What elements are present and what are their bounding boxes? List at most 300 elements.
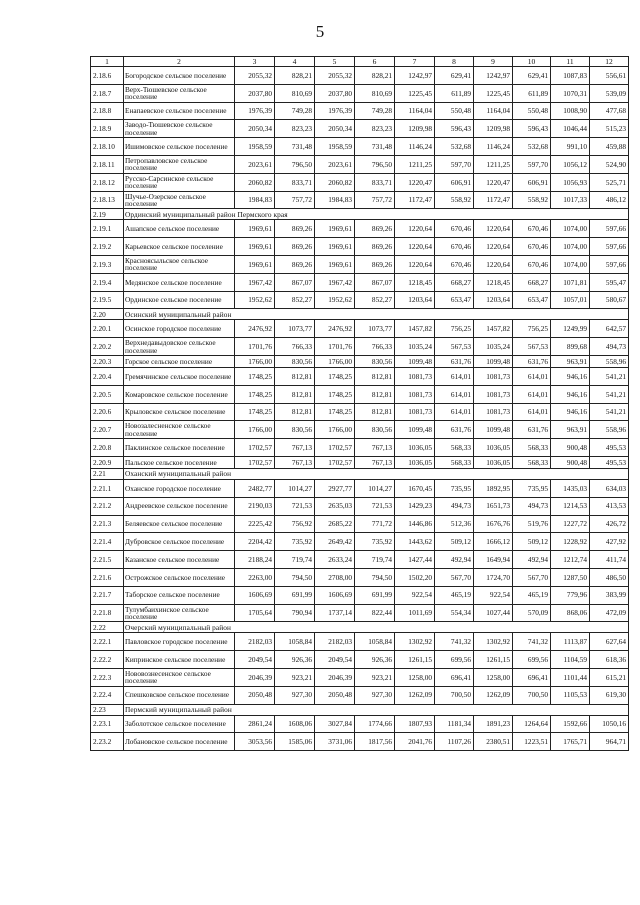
settlement-name: Гремячинское сельское поселение: [124, 367, 235, 385]
value-cell: 1302,92: [474, 633, 513, 651]
value-cell: 1702,57: [235, 456, 275, 468]
value-cell: 3027,84: [315, 715, 355, 733]
value-cell: 567,53: [513, 338, 551, 356]
settlement-name: Верх-Тюшевское сельское поселение: [124, 84, 235, 102]
value-cell: 1666,12: [474, 533, 513, 551]
value-cell: 1701,76: [315, 338, 355, 356]
value-cell: 1984,83: [235, 191, 275, 209]
value-cell: 771,72: [355, 515, 395, 533]
value-cell: 2482,77: [235, 479, 275, 497]
value-cell: 1952,62: [235, 291, 275, 309]
table-row: [91, 421, 629, 439]
settlement-name: Лобановское сельское поселение: [124, 733, 235, 751]
value-cell: 833,71: [355, 173, 395, 191]
row-code: 2.20.5: [91, 385, 124, 403]
tariff-table: [90, 56, 629, 751]
table-row: [91, 367, 629, 385]
value-cell: 486,12: [590, 191, 629, 209]
value-cell: 756,25: [435, 320, 474, 338]
row-code: 2.20.8: [91, 439, 124, 457]
row-code: 2.19.1: [91, 220, 124, 238]
value-cell: 1435,03: [551, 479, 590, 497]
value-cell: 700,50: [435, 686, 474, 704]
value-cell: 2190,03: [235, 497, 275, 515]
settlement-name: Кипринское сельское поселение: [124, 651, 235, 669]
settlement-name: Таборское сельское поселение: [124, 586, 235, 604]
value-cell: 1969,61: [315, 255, 355, 273]
value-cell: 1104,59: [551, 651, 590, 669]
value-cell: 614,01: [435, 385, 474, 403]
table-row: [91, 220, 629, 238]
value-cell: 735,92: [275, 533, 315, 551]
value-cell: 3053,56: [235, 733, 275, 751]
value-cell: 796,50: [355, 155, 395, 173]
value-cell: 1036,05: [395, 439, 435, 457]
value-cell: 1457,82: [474, 320, 513, 338]
value-cell: 1608,06: [275, 715, 315, 733]
row-code: 2.20.7: [91, 421, 124, 439]
value-cell: 1585,06: [275, 733, 315, 751]
header-cell: 4: [275, 57, 315, 67]
settlement-name: Беляевское сельское поселение: [124, 515, 235, 533]
table-row: [91, 273, 629, 291]
value-cell: 1952,62: [315, 291, 355, 309]
value-cell: 691,99: [275, 586, 315, 604]
value-cell: 1258,00: [395, 668, 435, 686]
value-cell: 619,30: [590, 686, 629, 704]
value-cell: 631,76: [435, 421, 474, 439]
value-cell: 1014,27: [355, 479, 395, 497]
value-cell: 963,91: [551, 355, 590, 367]
row-code: 2.22.1: [91, 633, 124, 651]
value-cell: 1737,14: [315, 604, 355, 622]
row-code: 2.19.2: [91, 238, 124, 256]
row-code: 2.21.5: [91, 551, 124, 569]
value-cell: 2861,24: [235, 715, 275, 733]
value-cell: 495,53: [590, 439, 629, 457]
value-cell: 2060,82: [315, 173, 355, 191]
table-row: [91, 355, 629, 367]
value-cell: 1074,00: [551, 255, 590, 273]
value-cell: 1302,92: [395, 633, 435, 651]
row-code: 2.21.2: [91, 497, 124, 515]
value-cell: 1014,27: [275, 479, 315, 497]
table-body: [91, 67, 629, 751]
value-cell: 719,74: [275, 551, 315, 569]
value-cell: 596,43: [513, 120, 551, 138]
row-code: 2.21.1: [91, 479, 124, 497]
header-cell: 6: [355, 57, 395, 67]
value-cell: 1225,45: [474, 84, 513, 102]
value-cell: 494,73: [435, 497, 474, 515]
table-row: [91, 479, 629, 497]
value-cell: 779,96: [551, 586, 590, 604]
value-cell: 541,21: [590, 385, 629, 403]
value-cell: 629,41: [435, 67, 474, 85]
settlement-name: Новозалесненское сельское поселение: [124, 421, 235, 439]
value-cell: 2037,80: [315, 84, 355, 102]
section-row: [91, 309, 629, 320]
value-cell: 812,81: [355, 403, 395, 421]
value-cell: 631,76: [435, 355, 474, 367]
row-code: 2.23.1: [91, 715, 124, 733]
row-code: 2.18.11: [91, 155, 124, 173]
value-cell: 631,76: [513, 421, 551, 439]
row-code: 2.20.6: [91, 403, 124, 421]
value-cell: 1748,25: [235, 367, 275, 385]
value-cell: 1969,61: [235, 255, 275, 273]
section-code: 2.22: [91, 622, 124, 633]
value-cell: 927,30: [355, 686, 395, 704]
settlement-name: Верхнедавыдовское сельское поселение: [124, 338, 235, 356]
row-code: 2.20.3: [91, 355, 124, 367]
value-cell: 426,72: [590, 515, 629, 533]
value-cell: 1220,64: [395, 220, 435, 238]
row-code: 2.20.4: [91, 367, 124, 385]
value-cell: 465,19: [435, 586, 474, 604]
value-cell: 597,70: [513, 155, 551, 173]
value-cell: 2476,92: [315, 320, 355, 338]
value-cell: 2635,03: [315, 497, 355, 515]
table-row: [91, 633, 629, 651]
value-cell: 1050,16: [590, 715, 629, 733]
table-row: [91, 668, 629, 686]
settlement-name: Крыловское сельское поселение: [124, 403, 235, 421]
value-cell: 532,68: [435, 138, 474, 156]
row-code: 2.21.4: [91, 533, 124, 551]
value-cell: 869,26: [275, 255, 315, 273]
header-cell: 5: [315, 57, 355, 67]
value-cell: 812,81: [355, 367, 395, 385]
value-cell: 1702,57: [235, 439, 275, 457]
value-cell: 1058,84: [355, 633, 395, 651]
row-code: 2.23.2: [91, 733, 124, 751]
value-cell: 1969,61: [235, 220, 275, 238]
value-cell: 946,16: [551, 403, 590, 421]
header-cell: 12: [590, 57, 629, 67]
value-cell: 812,81: [275, 403, 315, 421]
value-cell: 541,21: [590, 403, 629, 421]
table-row: [91, 568, 629, 586]
table-row: [91, 715, 629, 733]
section-row: [91, 622, 629, 633]
value-cell: 946,16: [551, 385, 590, 403]
row-code: 2.21.8: [91, 604, 124, 622]
value-cell: 1056,12: [551, 155, 590, 173]
value-cell: 1287,50: [551, 568, 590, 586]
value-cell: 1702,57: [315, 439, 355, 457]
table-row: [91, 320, 629, 338]
value-cell: 2476,92: [235, 320, 275, 338]
value-cell: 3731,06: [315, 733, 355, 751]
value-cell: 568,33: [435, 439, 474, 457]
value-cell: 1249,99: [551, 320, 590, 338]
value-cell: 1081,73: [395, 403, 435, 421]
value-cell: 1969,61: [315, 238, 355, 256]
value-cell: 756,92: [275, 515, 315, 533]
value-cell: 1087,83: [551, 67, 590, 85]
settlement-name: Паклинское сельское поселение: [124, 439, 235, 457]
value-cell: 494,73: [590, 338, 629, 356]
value-cell: 1203,64: [395, 291, 435, 309]
value-cell: 1107,26: [435, 733, 474, 751]
settlement-name: Енапаевское сельское поселение: [124, 102, 235, 120]
value-cell: 653,47: [435, 291, 474, 309]
value-cell: 1967,42: [315, 273, 355, 291]
value-cell: 1214,53: [551, 497, 590, 515]
settlement-name: Ашапское сельское поселение: [124, 220, 235, 238]
value-cell: 568,33: [513, 439, 551, 457]
value-cell: 1071,81: [551, 273, 590, 291]
settlement-name: Красноясыльское сельское поселение: [124, 255, 235, 273]
value-cell: 1502,20: [395, 568, 435, 586]
value-cell: 991,10: [551, 138, 590, 156]
value-cell: 670,46: [435, 238, 474, 256]
value-cell: 1976,39: [315, 102, 355, 120]
value-cell: 1592,66: [551, 715, 590, 733]
value-cell: 1172,47: [474, 191, 513, 209]
value-cell: 606,91: [513, 173, 551, 191]
value-cell: 1262,09: [395, 686, 435, 704]
value-cell: 539,09: [590, 84, 629, 102]
value-cell: 1036,05: [395, 456, 435, 468]
value-cell: 699,56: [513, 651, 551, 669]
value-cell: 1969,61: [235, 238, 275, 256]
value-cell: 1035,24: [474, 338, 513, 356]
settlement-name: Острожское сельское поселение: [124, 568, 235, 586]
value-cell: 670,46: [513, 255, 551, 273]
value-cell: 869,26: [355, 238, 395, 256]
value-cell: 550,48: [513, 102, 551, 120]
value-cell: 615,21: [590, 668, 629, 686]
value-cell: 1649,94: [474, 551, 513, 569]
row-code: 2.22.2: [91, 651, 124, 669]
value-cell: 1073,77: [355, 320, 395, 338]
value-cell: 741,32: [435, 633, 474, 651]
section-title: Пермский муниципальный район: [124, 704, 629, 715]
page-number: 5: [315, 22, 325, 41]
value-cell: 1429,23: [395, 497, 435, 515]
value-cell: 670,46: [435, 220, 474, 238]
value-cell: 2050,34: [235, 120, 275, 138]
value-cell: 2182,03: [235, 633, 275, 651]
table-row: [91, 497, 629, 515]
table-row: [91, 551, 629, 569]
value-cell: 922,54: [395, 586, 435, 604]
value-cell: 1228,92: [551, 533, 590, 551]
value-cell: 477,68: [590, 102, 629, 120]
table-row: [91, 291, 629, 309]
value-cell: 2050,48: [235, 686, 275, 704]
value-cell: 757,72: [275, 191, 315, 209]
row-code: 2.18.8: [91, 102, 124, 120]
value-cell: 614,01: [435, 367, 474, 385]
value-cell: 721,53: [275, 497, 315, 515]
table-row: [91, 102, 629, 120]
value-cell: 525,71: [590, 173, 629, 191]
value-cell: 1227,72: [551, 515, 590, 533]
section-title: Оханский муниципальный район: [124, 468, 629, 479]
value-cell: 1209,98: [395, 120, 435, 138]
value-cell: 567,53: [435, 338, 474, 356]
settlement-name: Горское сельское поселение: [124, 355, 235, 367]
row-code: 2.22.3: [91, 668, 124, 686]
value-cell: 1172,47: [395, 191, 435, 209]
section-title: Ординский муниципальный район Пермского края: [124, 209, 629, 220]
row-code: 2.18.6: [91, 67, 124, 85]
value-cell: 828,21: [275, 67, 315, 85]
value-cell: 699,56: [435, 651, 474, 669]
value-cell: 668,27: [435, 273, 474, 291]
header-cell: 10: [513, 57, 551, 67]
value-cell: 670,46: [513, 238, 551, 256]
value-cell: 2041,76: [395, 733, 435, 751]
value-cell: 459,88: [590, 138, 629, 156]
table-row: [91, 456, 629, 468]
value-cell: 963,91: [551, 421, 590, 439]
value-cell: 629,41: [513, 67, 551, 85]
value-cell: 869,26: [355, 220, 395, 238]
value-cell: 767,13: [355, 439, 395, 457]
value-cell: 427,92: [590, 533, 629, 551]
value-cell: 597,66: [590, 238, 629, 256]
row-code: 2.20.9: [91, 456, 124, 468]
value-cell: 794,50: [275, 568, 315, 586]
header-cell: 3: [235, 57, 275, 67]
header-cell: 2: [124, 57, 235, 67]
value-cell: 558,92: [513, 191, 551, 209]
value-cell: 2649,42: [315, 533, 355, 551]
settlement-name: Шучье-Озерское сельское поселение: [124, 191, 235, 209]
section-row: [91, 468, 629, 479]
value-cell: 614,01: [435, 403, 474, 421]
value-cell: 509,12: [435, 533, 474, 551]
settlement-name: Андреевское сельское поселение: [124, 497, 235, 515]
value-cell: 900,48: [551, 439, 590, 457]
value-cell: 614,01: [513, 385, 551, 403]
value-cell: 2685,22: [315, 515, 355, 533]
value-cell: 567,70: [513, 568, 551, 586]
value-cell: 558,96: [590, 355, 629, 367]
value-cell: 1766,00: [235, 355, 275, 367]
value-cell: 1242,97: [474, 67, 513, 85]
table-row: [91, 155, 629, 173]
value-cell: 719,74: [355, 551, 395, 569]
settlement-name: Петропавловское сельское поселение: [124, 155, 235, 173]
value-cell: 1766,00: [315, 421, 355, 439]
value-cell: 964,71: [590, 733, 629, 751]
value-cell: 597,66: [590, 220, 629, 238]
value-cell: 1892,95: [474, 479, 513, 497]
value-cell: 810,69: [275, 84, 315, 102]
value-cell: 2046,39: [235, 668, 275, 686]
value-cell: 1969,61: [315, 220, 355, 238]
value-cell: 869,26: [275, 238, 315, 256]
value-cell: 2050,48: [315, 686, 355, 704]
value-cell: 828,21: [355, 67, 395, 85]
table-row: [91, 385, 629, 403]
value-cell: 1220,64: [474, 220, 513, 238]
value-cell: 1017,33: [551, 191, 590, 209]
value-cell: 741,32: [513, 633, 551, 651]
value-cell: 1261,15: [395, 651, 435, 669]
value-cell: 1218,45: [474, 273, 513, 291]
value-cell: 1748,25: [315, 367, 355, 385]
value-cell: 721,53: [355, 497, 395, 515]
value-cell: 1958,59: [315, 138, 355, 156]
value-cell: 495,53: [590, 456, 629, 468]
value-cell: 596,43: [435, 120, 474, 138]
value-cell: 2633,24: [315, 551, 355, 569]
value-cell: 541,21: [590, 367, 629, 385]
value-cell: 1967,42: [235, 273, 275, 291]
value-cell: 794,50: [355, 568, 395, 586]
value-cell: 1056,93: [551, 173, 590, 191]
value-cell: 830,56: [355, 421, 395, 439]
value-cell: 1774,66: [355, 715, 395, 733]
table-row: [91, 533, 629, 551]
value-cell: 1212,74: [551, 551, 590, 569]
value-cell: 1181,34: [435, 715, 474, 733]
value-cell: 1101,44: [551, 668, 590, 686]
value-cell: 2927,77: [315, 479, 355, 497]
value-cell: 869,26: [275, 220, 315, 238]
value-cell: 1027,44: [474, 604, 513, 622]
settlement-name: Пальское сельское поселение: [124, 456, 235, 468]
value-cell: 1074,00: [551, 220, 590, 238]
value-cell: 1081,73: [474, 385, 513, 403]
value-cell: 767,13: [355, 456, 395, 468]
row-code: 2.18.7: [91, 84, 124, 102]
value-cell: 2037,80: [235, 84, 275, 102]
value-cell: 852,27: [355, 291, 395, 309]
value-cell: 900,48: [551, 456, 590, 468]
value-cell: 554,34: [435, 604, 474, 622]
row-code: 2.22.4: [91, 686, 124, 704]
row-code: 2.19.5: [91, 291, 124, 309]
section-title: Осинский муниципальный район: [124, 309, 629, 320]
value-cell: 696,41: [513, 668, 551, 686]
value-cell: 413,53: [590, 497, 629, 515]
value-cell: 766,33: [355, 338, 395, 356]
value-cell: 749,28: [275, 102, 315, 120]
value-cell: 1113,87: [551, 633, 590, 651]
value-cell: 1676,76: [474, 515, 513, 533]
value-cell: 1074,00: [551, 238, 590, 256]
value-cell: 1748,25: [235, 403, 275, 421]
value-cell: 923,21: [275, 668, 315, 686]
settlement-name: Спешковское сельское поселение: [124, 686, 235, 704]
value-cell: 1146,24: [474, 138, 513, 156]
value-cell: 1223,51: [513, 733, 551, 751]
settlement-name: Павловское городское поселение: [124, 633, 235, 651]
value-cell: 812,81: [275, 367, 315, 385]
value-cell: 766,33: [275, 338, 315, 356]
value-cell: 556,61: [590, 67, 629, 85]
value-cell: 923,21: [355, 668, 395, 686]
value-cell: 1081,73: [395, 367, 435, 385]
value-cell: 1073,77: [275, 320, 315, 338]
value-cell: 1976,39: [235, 102, 275, 120]
value-cell: 833,71: [275, 173, 315, 191]
value-cell: 830,56: [275, 421, 315, 439]
settlement-name: Русско-Сарсинское сельское поселение: [124, 173, 235, 191]
table-row: [91, 651, 629, 669]
value-cell: 1817,56: [355, 733, 395, 751]
value-cell: 2204,42: [235, 533, 275, 551]
value-cell: 568,33: [513, 456, 551, 468]
value-cell: 670,46: [513, 220, 551, 238]
